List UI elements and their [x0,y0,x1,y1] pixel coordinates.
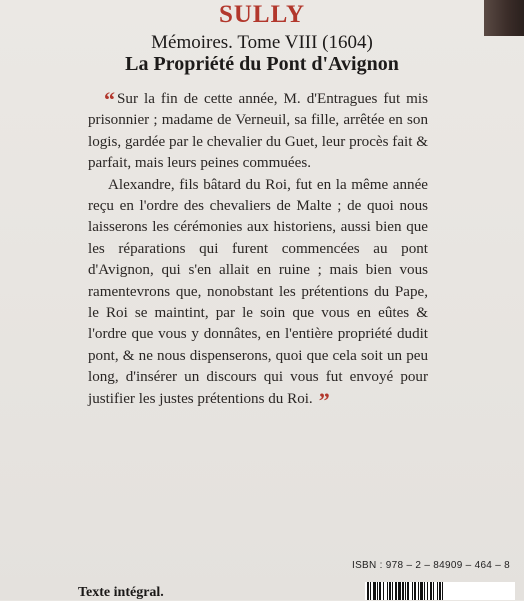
author-name: SULLY [218,1,306,28]
paragraph-1-text: Sur la fin de cette année, M. d'Entragues fut mis prisonnier ; madame de Verneuil, sa fille, arrêtée en son logis, gardée par le chevalier du Guet, leur procès fait & parfait, mais leurs peines commuées. [88,91,428,172]
barcode-icon [365,582,515,600]
isbn-text: ISBN : 978 – 2 – 84909 – 464 – 8 [352,560,511,571]
close-quote-mark: ” [318,387,330,413]
footer-label: Texte intégral. [78,585,164,600]
book-title: La Propriété du Pont d'Avignon [125,53,399,75]
subtitle: Mémoires. Tome VIII (1604) [151,32,373,53]
blurb-paragraph-2 [88,175,428,413]
open-quote-mark: “ [104,87,115,112]
blurb-paragraph-1 [88,89,428,175]
paragraph-2-text: Alexandre, fils bâtard du Roi, fut en la même année reçu en l'ordre des chevaliers de Malte ; de quoi nous laisserons les cérémonies aux historiens, aussi bien que les réparations qui furent commencées au pont d'Avignon, qui s'en allait en ruine ; mais bien vous ramentevrons que, nonobstant les prétentions du Pape, le Roi se maintint, par le soin que vous en eûtes & l'ordre que vous y donnâtes, en l'entière propriété dudit pont, & ne nous dispenserons, quoi que cela soit un peu long, d'insérer un discours qui vous fut envoyé pour justifier les justes prétentions du Roi. [88,176,428,407]
blurb [88,87,428,413]
